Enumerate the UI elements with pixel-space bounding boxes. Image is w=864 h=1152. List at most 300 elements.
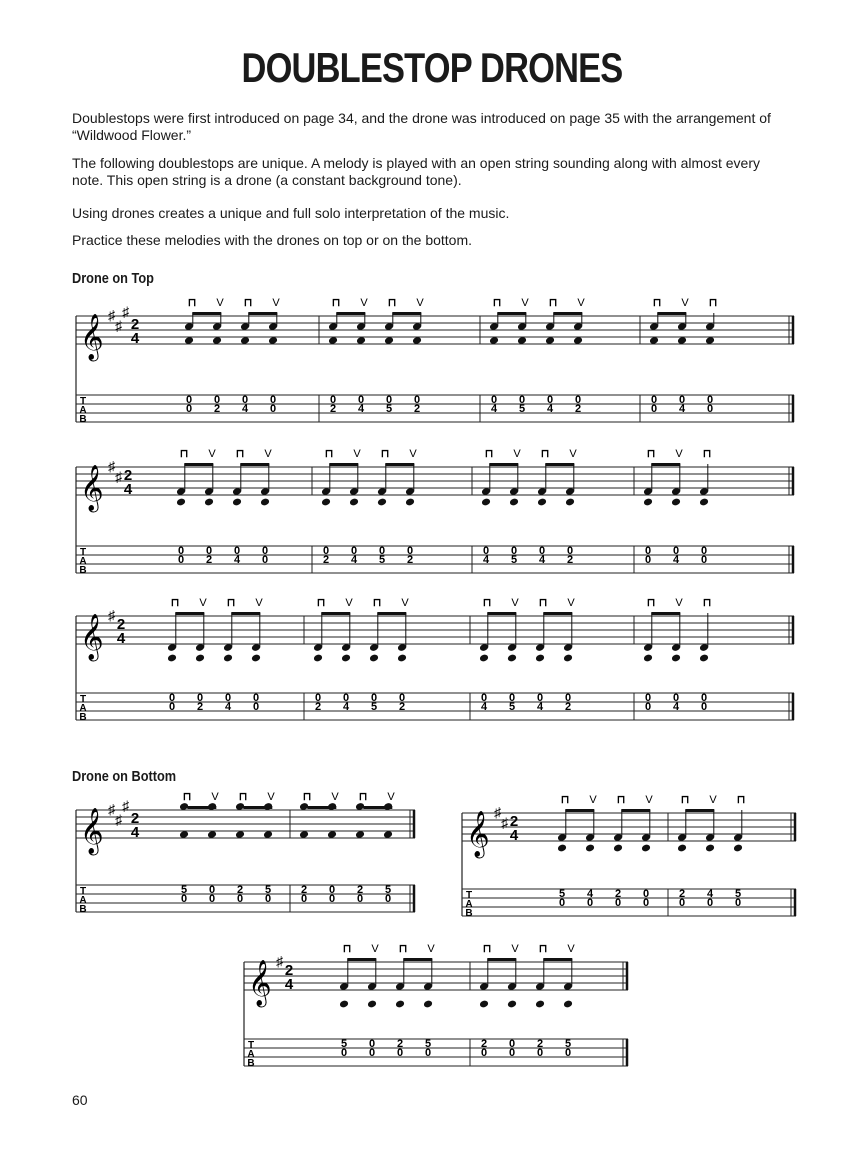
note-head — [699, 498, 709, 507]
up-bow-icon: V — [208, 448, 216, 460]
sharp-sign: ♯ — [115, 811, 122, 828]
tab-number-lower: 4 — [538, 554, 546, 566]
beam — [543, 612, 572, 615]
tab-number-upper: 0 — [678, 394, 686, 406]
tab-number-upper: 0 — [700, 545, 708, 557]
tab-number-upper: 0 — [322, 545, 330, 557]
tab-number-lower: 4 — [350, 554, 358, 566]
tab-number-upper: 0 — [252, 692, 260, 704]
note-head — [251, 654, 261, 663]
note-head — [167, 654, 177, 663]
beam — [192, 312, 221, 315]
note-head — [260, 498, 270, 507]
down-bow-icon: ⊓ — [540, 448, 550, 460]
notation-system-bottom-g — [240, 942, 635, 1087]
up-bow-icon: V — [345, 597, 353, 609]
beam — [307, 806, 336, 809]
down-bow-icon: ⊓ — [316, 597, 326, 609]
tab-number-lower: 4 — [672, 554, 680, 566]
notation-system-top-a — [72, 297, 802, 440]
tab-number-upper: 5 — [384, 884, 392, 896]
note-head — [377, 498, 387, 507]
down-bow-icon: ⊓ — [187, 297, 197, 309]
tab-number-upper: 5 — [340, 1038, 348, 1050]
tab-number-lower: 4 — [480, 701, 488, 713]
time-signature-bottom: 4 — [284, 976, 294, 993]
time-signature-top: 2 — [123, 467, 133, 484]
beam — [231, 612, 260, 615]
up-bow-icon: V — [401, 597, 409, 609]
up-bow-icon: V — [513, 448, 521, 460]
sharp-sign: ♯ — [501, 814, 508, 831]
tab-number-upper: 2 — [614, 888, 622, 900]
tab-number-upper: 0 — [357, 394, 365, 406]
down-bow-icon: ⊓ — [482, 597, 492, 609]
beam — [487, 612, 516, 615]
note-head — [643, 498, 653, 507]
note-head — [367, 1000, 377, 1009]
tab-letter: A — [247, 1049, 255, 1060]
note-head — [641, 844, 651, 853]
tab-number-upper: 0 — [168, 692, 176, 704]
tab-number-upper: 0 — [342, 692, 350, 704]
tab-number-lower: 4 — [342, 701, 350, 713]
tab-number-lower: 0 — [168, 701, 176, 713]
beam — [553, 312, 582, 315]
page-number: 60 — [72, 1092, 88, 1108]
tab-number-upper: 0 — [413, 394, 421, 406]
down-bow-icon: ⊓ — [702, 597, 712, 609]
tab-number-upper: 0 — [213, 394, 221, 406]
note-head — [563, 1000, 573, 1009]
tab-number-lower: 2 — [322, 554, 330, 566]
tab-number-upper: 0 — [706, 394, 714, 406]
down-bow-icon: ⊓ — [492, 297, 502, 309]
note-head — [321, 498, 331, 507]
up-bow-icon: V — [577, 297, 585, 309]
treble-clef-icon: 𝄞 — [80, 615, 104, 659]
tab-number-upper: 0 — [224, 692, 232, 704]
tab-letter: B — [79, 904, 87, 915]
time-signature-top: 2 — [130, 316, 140, 333]
note-head — [565, 498, 575, 507]
tab-number-upper: 0 — [536, 692, 544, 704]
tab-number-upper: 2 — [678, 888, 686, 900]
tab-number-upper: 0 — [482, 545, 490, 557]
down-bow-icon: ⊓ — [646, 448, 656, 460]
sharp-sign: ♯ — [115, 468, 122, 485]
tab-number-upper: 0 — [566, 545, 574, 557]
down-bow-icon: ⊓ — [398, 943, 408, 955]
time-signature-top: 2 — [116, 616, 126, 633]
tab-number-lower: 0 — [180, 893, 188, 905]
beam — [392, 312, 421, 315]
tab-number-upper: 0 — [490, 394, 498, 406]
tab-number-lower: 2 — [329, 403, 337, 415]
tab-letter: A — [465, 899, 473, 910]
tab-letter: B — [465, 908, 473, 919]
tab-number-upper: 0 — [510, 545, 518, 557]
beam — [377, 612, 406, 615]
tab-number-upper: 0 — [177, 545, 185, 557]
down-bow-icon: ⊓ — [226, 597, 236, 609]
note-head — [423, 1000, 433, 1009]
up-bow-icon: V — [331, 791, 339, 803]
tab-number-upper: 0 — [672, 545, 680, 557]
tab-number-lower: 4 — [357, 403, 365, 415]
tab-letter: B — [79, 712, 87, 723]
beam — [336, 312, 365, 315]
tab-number-upper: 0 — [261, 545, 269, 557]
tab-number-upper: 5 — [734, 888, 742, 900]
down-bow-icon: ⊓ — [482, 943, 492, 955]
tab-number-lower: 0 — [236, 893, 244, 905]
intro-paragraph-2: The following doublestops are unique. A melody is played with an open string sounding along with almost every note. This open string is a drone (a constant background tone). — [72, 155, 760, 188]
tab-number-lower: 0 — [252, 701, 260, 713]
treble-clef-icon: 𝄞 — [80, 809, 104, 853]
note-head — [507, 654, 517, 663]
sharp-sign: ♯ — [494, 804, 501, 820]
tab-number-lower: 0 — [558, 897, 566, 909]
tab-number-lower: 0 — [264, 893, 272, 905]
notation-system-top-d — [72, 445, 802, 585]
tab-letter: T — [79, 396, 87, 407]
note-head — [671, 498, 681, 507]
tab-number-upper: 0 — [314, 692, 322, 704]
beam — [403, 958, 432, 961]
tab-number-lower: 4 — [546, 403, 554, 415]
tab-letter: A — [79, 895, 87, 906]
tab-number-lower: 0 — [177, 554, 185, 566]
notation-system-top-g — [72, 597, 802, 750]
tab-number-upper: 0 — [368, 1038, 376, 1050]
sharp-sign: ♯ — [122, 303, 129, 320]
up-bow-icon: V — [211, 791, 219, 803]
tab-number-lower: 0 — [700, 554, 708, 566]
tab-number-lower: 5 — [510, 554, 518, 566]
down-bow-icon: ⊓ — [646, 597, 656, 609]
tab-number-upper: 0 — [644, 545, 652, 557]
beam — [329, 463, 358, 466]
tab-number-lower: 0 — [261, 554, 269, 566]
up-bow-icon: V — [569, 448, 577, 460]
intro-paragraph-3: Using drones creates a unique and full solo interpretation of the music. — [72, 205, 510, 221]
tab-letter: B — [247, 1058, 255, 1069]
down-bow-icon: ⊓ — [548, 297, 558, 309]
time-signature-top: 2 — [509, 813, 519, 830]
beam — [385, 463, 414, 466]
tab-number-lower: 0 — [384, 893, 392, 905]
up-bow-icon: V — [216, 297, 224, 309]
note-head — [509, 498, 519, 507]
tab-letter: T — [465, 890, 473, 901]
note-head — [699, 654, 709, 663]
up-bow-icon: V — [589, 794, 597, 806]
up-bow-icon: V — [511, 943, 519, 955]
tab-number-upper: 0 — [644, 692, 652, 704]
beam — [363, 806, 392, 809]
tab-number-upper: 0 — [508, 1038, 516, 1050]
tab-number-lower: 0 — [208, 893, 216, 905]
tab-letter: T — [79, 886, 87, 897]
note-head — [479, 1000, 489, 1009]
tab-number-lower: 5 — [508, 701, 516, 713]
tab-number-upper: 2 — [480, 1038, 488, 1050]
beam — [545, 463, 574, 466]
tab-number-lower: 0 — [480, 1047, 488, 1059]
beam — [621, 809, 650, 812]
note-head — [349, 498, 359, 507]
up-bow-icon: V — [675, 448, 683, 460]
tab-number-upper: 0 — [480, 692, 488, 704]
beam — [243, 806, 272, 809]
notation-system-bottom-a — [72, 790, 422, 935]
up-bow-icon: V — [387, 791, 395, 803]
up-bow-icon: V — [675, 597, 683, 609]
note-head — [341, 654, 351, 663]
note-head — [705, 844, 715, 853]
down-bow-icon: ⊓ — [680, 794, 690, 806]
tab-number-lower: 4 — [678, 403, 686, 415]
beam — [321, 612, 350, 615]
up-bow-icon: V — [199, 597, 207, 609]
tab-number-upper: 0 — [385, 394, 393, 406]
note-head — [405, 498, 415, 507]
note-head — [339, 1000, 349, 1009]
page-title: DOUBLESTOP DRONES — [241, 44, 623, 91]
tab-number-lower: 0 — [678, 897, 686, 909]
tab-number-upper: 0 — [350, 545, 358, 557]
time-signature-top: 2 — [284, 962, 294, 979]
notation-system-bottom-d — [458, 790, 803, 935]
down-bow-icon: ⊓ — [538, 943, 548, 955]
tab-number-upper: 0 — [208, 884, 216, 896]
up-bow-icon: V — [416, 297, 424, 309]
note-head — [195, 654, 205, 663]
tab-number-upper: 0 — [328, 884, 336, 896]
tab-number-lower: 4 — [672, 701, 680, 713]
time-signature-bottom: 4 — [130, 824, 140, 841]
note-head — [613, 844, 623, 853]
note-head — [481, 498, 491, 507]
up-bow-icon: V — [272, 297, 280, 309]
tab-number-upper: 0 — [642, 888, 650, 900]
tab-number-lower: 5 — [378, 554, 386, 566]
beam — [651, 463, 680, 466]
down-bow-icon: ⊓ — [616, 794, 626, 806]
tab-number-upper: 0 — [700, 692, 708, 704]
down-bow-icon: ⊓ — [170, 597, 180, 609]
treble-clef-icon: 𝄞 — [80, 315, 104, 359]
tab-number-upper: 2 — [536, 1038, 544, 1050]
tab-letter: B — [79, 414, 87, 425]
tab-number-upper: 5 — [264, 884, 272, 896]
beam — [240, 463, 269, 466]
up-bow-icon: V — [255, 597, 263, 609]
tab-number-lower: 0 — [586, 897, 594, 909]
up-bow-icon: V — [567, 943, 575, 955]
note-head — [232, 498, 242, 507]
beam — [565, 809, 594, 812]
note-head — [733, 844, 743, 853]
tab-number-upper: 0 — [650, 394, 658, 406]
tab-number-lower: 4 — [536, 701, 544, 713]
tab-number-upper: 0 — [378, 545, 386, 557]
tab-number-upper: 0 — [241, 394, 249, 406]
tab-number-upper: 0 — [233, 545, 241, 557]
beam — [487, 958, 516, 961]
tab-number-upper: 4 — [586, 888, 594, 900]
tab-number-lower: 2 — [413, 403, 421, 415]
tab-letter: T — [79, 547, 87, 558]
down-bow-icon: ⊓ — [358, 791, 368, 803]
down-bow-icon: ⊓ — [179, 448, 189, 460]
tab-number-lower: 0 — [614, 897, 622, 909]
sharp-sign: ♯ — [276, 953, 283, 969]
note-head — [643, 654, 653, 663]
tab-number-upper: 5 — [558, 888, 566, 900]
tab-number-upper: 0 — [370, 692, 378, 704]
tab-number-lower: 0 — [644, 554, 652, 566]
tab-number-lower: 0 — [185, 403, 193, 415]
tab-number-lower: 4 — [482, 554, 490, 566]
tab-number-upper: 0 — [185, 394, 193, 406]
tab-number-upper: 0 — [196, 692, 204, 704]
down-bow-icon: ⊓ — [324, 448, 334, 460]
tab-number-lower: 2 — [205, 554, 213, 566]
down-bow-icon: ⊓ — [380, 448, 390, 460]
tab-number-lower: 0 — [700, 701, 708, 713]
tab-number-lower: 0 — [650, 403, 658, 415]
down-bow-icon: ⊓ — [372, 597, 382, 609]
sharp-sign: ♯ — [108, 458, 115, 474]
up-bow-icon: V — [567, 597, 575, 609]
beam — [489, 463, 518, 466]
tab-number-upper: 2 — [356, 884, 364, 896]
time-signature-bottom: 4 — [123, 481, 133, 498]
up-bow-icon: V — [267, 791, 275, 803]
beam — [685, 809, 714, 812]
down-bow-icon: ⊓ — [708, 297, 718, 309]
tab-number-lower: 2 — [566, 554, 574, 566]
note-head — [313, 654, 323, 663]
tab-number-lower: 0 — [644, 701, 652, 713]
sharp-sign: ♯ — [122, 797, 129, 814]
tab-number-lower: 5 — [370, 701, 378, 713]
sharp-sign: ♯ — [115, 317, 122, 334]
up-bow-icon: V — [709, 794, 717, 806]
up-bow-icon: V — [427, 943, 435, 955]
tab-number-upper: 5 — [564, 1038, 572, 1050]
tab-number-lower: 0 — [396, 1047, 404, 1059]
beam — [184, 463, 213, 466]
tab-number-upper: 0 — [508, 692, 516, 704]
note-head — [507, 1000, 517, 1009]
tab-number-lower: 0 — [424, 1047, 432, 1059]
tab-number-lower: 4 — [233, 554, 241, 566]
tab-number-lower: 2 — [314, 701, 322, 713]
down-bow-icon: ⊓ — [702, 448, 712, 460]
tab-number-upper: 2 — [236, 884, 244, 896]
up-bow-icon: V — [511, 597, 519, 609]
beam — [347, 958, 376, 961]
note-head — [671, 654, 681, 663]
down-bow-icon: ⊓ — [182, 791, 192, 803]
tab-number-lower: 0 — [508, 1047, 516, 1059]
down-bow-icon: ⊓ — [302, 791, 312, 803]
up-bow-icon: V — [360, 297, 368, 309]
tab-letter: B — [79, 565, 87, 576]
section-heading-drone-on-top: Drone on Top — [72, 270, 154, 287]
up-bow-icon: V — [353, 448, 361, 460]
up-bow-icon: V — [521, 297, 529, 309]
tab-number-lower: 2 — [398, 701, 406, 713]
down-bow-icon: ⊓ — [238, 791, 248, 803]
tab-letter: A — [79, 703, 87, 714]
beam — [187, 806, 216, 809]
beam — [175, 612, 204, 615]
tab-number-upper: 0 — [538, 545, 546, 557]
beam — [543, 958, 572, 961]
tab-number-upper: 0 — [406, 545, 414, 557]
tab-number-lower: 0 — [300, 893, 308, 905]
tab-number-upper: 5 — [180, 884, 188, 896]
tab-number-lower: 0 — [340, 1047, 348, 1059]
tab-number-upper: 0 — [546, 394, 554, 406]
beam — [248, 312, 277, 315]
beam — [497, 312, 526, 315]
tab-number-lower: 5 — [518, 403, 526, 415]
up-bow-icon: V — [681, 297, 689, 309]
tab-letter: T — [79, 694, 87, 705]
tab-number-lower: 0 — [356, 893, 364, 905]
beam — [651, 612, 680, 615]
down-bow-icon: ⊓ — [387, 297, 397, 309]
note-head — [585, 844, 595, 853]
down-bow-icon: ⊓ — [484, 448, 494, 460]
time-signature-bottom: 4 — [130, 330, 140, 347]
intro-paragraph-4: Practice these melodies with the drones on top or on the bottom. — [72, 232, 473, 248]
tab-number-lower: 0 — [536, 1047, 544, 1059]
tab-number-upper: 0 — [329, 394, 337, 406]
tab-number-lower: 4 — [490, 403, 498, 415]
beam — [657, 312, 686, 315]
tab-number-lower: 2 — [564, 701, 572, 713]
tab-number-lower: 2 — [406, 554, 414, 566]
note-head — [369, 654, 379, 663]
tab-letter: A — [79, 556, 87, 567]
tab-number-upper: 0 — [205, 545, 213, 557]
down-bow-icon: ⊓ — [560, 794, 570, 806]
down-bow-icon: ⊓ — [243, 297, 253, 309]
tab-number-lower: 4 — [241, 403, 249, 415]
tab-number-upper: 2 — [396, 1038, 404, 1050]
tab-number-lower: 0 — [642, 897, 650, 909]
tab-number-upper: 5 — [424, 1038, 432, 1050]
treble-clef-icon: 𝄞 — [248, 961, 272, 1005]
treble-clef-icon: 𝄞 — [80, 466, 104, 510]
note-head — [176, 498, 186, 507]
time-signature-bottom: 4 — [116, 630, 126, 647]
note-head — [563, 654, 573, 663]
tab-number-upper: 0 — [564, 692, 572, 704]
note-head — [537, 498, 547, 507]
tab-number-lower: 2 — [196, 701, 204, 713]
sharp-sign: ♯ — [108, 801, 115, 817]
tab-number-lower: 0 — [564, 1047, 572, 1059]
down-bow-icon: ⊓ — [736, 794, 746, 806]
tab-number-lower: 5 — [385, 403, 393, 415]
